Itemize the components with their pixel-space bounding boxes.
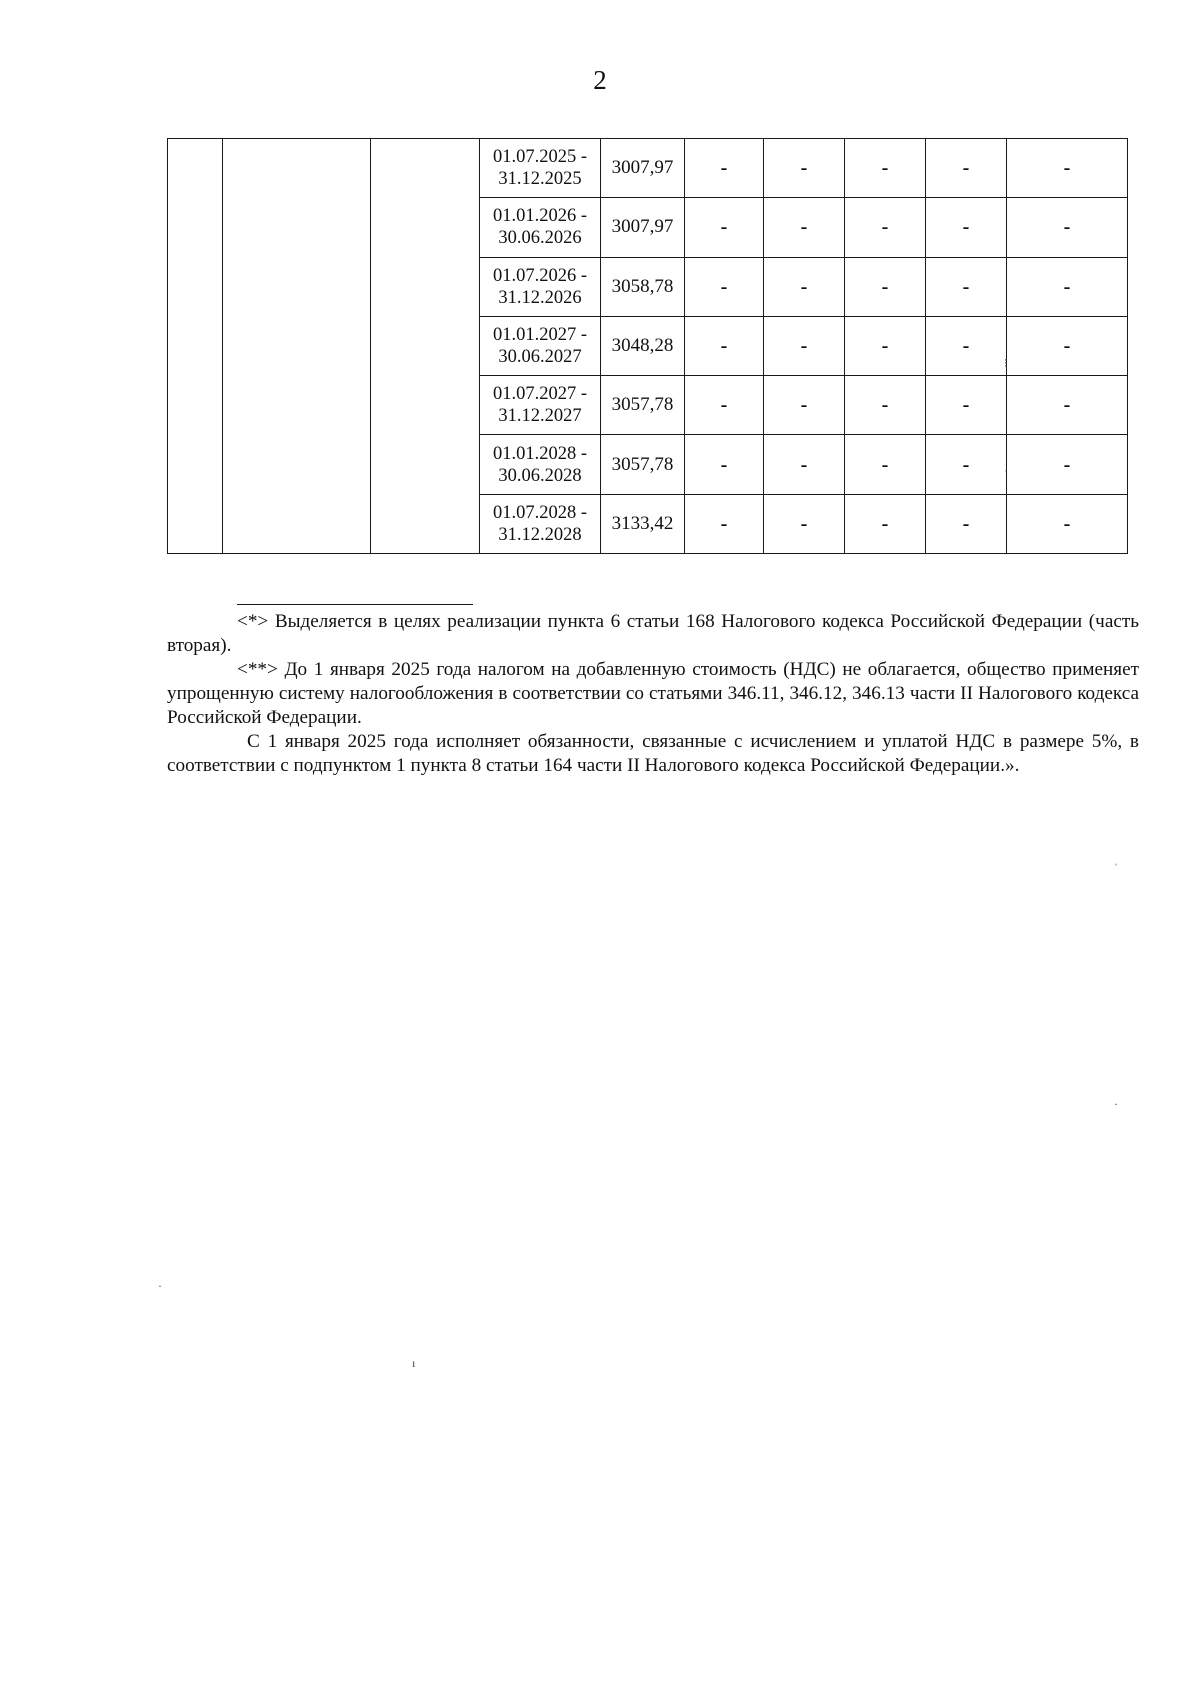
value-cell: 3057,78 bbox=[601, 376, 685, 435]
value-cell: 3007,97 bbox=[601, 198, 685, 257]
dash-cell: - bbox=[764, 198, 845, 257]
period-start: 01.07.2025 - bbox=[492, 147, 588, 168]
page-number: 2 bbox=[593, 65, 607, 95]
dash-cell: - bbox=[845, 257, 926, 316]
footnote-separator bbox=[237, 604, 473, 605]
empty-cell bbox=[168, 139, 223, 554]
table-row bbox=[168, 139, 1128, 198]
period-cell bbox=[480, 139, 601, 198]
period-start: 01.01.2028 - bbox=[492, 443, 588, 464]
dash-cell: - bbox=[685, 198, 764, 257]
dash-cell: - bbox=[1007, 139, 1128, 198]
dash-cell: - bbox=[685, 139, 764, 198]
footnote-asterisk: <*> Выделяется в целях реализации пункта 6 статьи 168 Налогового кодекса Российской Федерации (часть вторая). bbox=[167, 611, 1139, 656]
dash-cell: - bbox=[685, 435, 764, 494]
dash-cell: - bbox=[926, 257, 1007, 316]
scan-speck: · bbox=[158, 1279, 162, 1293]
dash-cell: - bbox=[764, 139, 845, 198]
dash-cell: - bbox=[845, 494, 926, 553]
dash-cell: - bbox=[1007, 316, 1128, 375]
period-end: 31.12.2027 bbox=[498, 406, 582, 427]
dash-cell: - bbox=[685, 494, 764, 553]
dash-cell: - bbox=[926, 316, 1007, 375]
period-start: 01.01.2026 - bbox=[492, 206, 588, 227]
dash-cell: - bbox=[685, 316, 764, 375]
dash-cell: - bbox=[764, 376, 845, 435]
dash-cell: - bbox=[926, 139, 1007, 198]
tariff-table-body bbox=[168, 139, 1128, 554]
dash-cell: - bbox=[685, 376, 764, 435]
period-end: 31.12.2028 bbox=[498, 524, 582, 545]
dash-cell: - bbox=[1007, 435, 1128, 494]
scan-speck: ˌ bbox=[1114, 852, 1118, 866]
value-cell: 3057,78 bbox=[601, 435, 685, 494]
scan-speck: · bbox=[1114, 1097, 1118, 1111]
dash-cell: - bbox=[764, 257, 845, 316]
tariff-table bbox=[167, 138, 1128, 554]
value-cell: 3048,28 bbox=[601, 316, 685, 375]
footnote-vat-obligation: С 1 января 2025 года исполняет обязанности, связанные с исчислением и уплатой НДС в размере 5%, в соответствии с подпунктом 1 пункта 8 статьи 164 части II Налогового кодекса Российской Федерации.». bbox=[167, 731, 1139, 776]
period-cell bbox=[480, 316, 601, 375]
period-end: 30.06.2028 bbox=[498, 465, 582, 486]
period-start: 01.07.2026 - bbox=[492, 265, 588, 286]
footnote-double-asterisk: <**> До 1 января 2025 года налогом на добавленную стоимость (НДС) не облагается, общество применяет упрощенную систему налогообложения в соответствии со статьями 346.11, 346.12, 346.13 части II Налогового кодекса Российской Федерации. bbox=[167, 659, 1139, 728]
period-cell bbox=[480, 435, 601, 494]
period-cell bbox=[480, 376, 601, 435]
period-end: 30.06.2027 bbox=[498, 346, 582, 367]
period-end: 31.12.2025 bbox=[498, 169, 582, 190]
value-cell: 3007,97 bbox=[601, 139, 685, 198]
period-end: 30.06.2026 bbox=[498, 228, 582, 249]
dash-cell: - bbox=[845, 316, 926, 375]
dash-cell: - bbox=[926, 198, 1007, 257]
scan-speck: ⁝ bbox=[1004, 356, 1008, 370]
dash-cell: - bbox=[926, 376, 1007, 435]
footnotes bbox=[167, 610, 1139, 778]
value-cell: 3133,42 bbox=[601, 494, 685, 553]
period-cell bbox=[480, 257, 601, 316]
period-cell bbox=[480, 198, 601, 257]
dash-cell: - bbox=[764, 494, 845, 553]
period-start: 01.07.2028 - bbox=[492, 502, 588, 523]
period-cell bbox=[480, 494, 601, 553]
empty-cell bbox=[371, 139, 480, 554]
dash-cell: - bbox=[845, 376, 926, 435]
dash-cell: - bbox=[1007, 257, 1128, 316]
empty-cell bbox=[223, 139, 371, 554]
dash-cell: - bbox=[845, 139, 926, 198]
dash-cell: - bbox=[845, 198, 926, 257]
dash-cell: - bbox=[1007, 494, 1128, 553]
dash-cell: - bbox=[764, 435, 845, 494]
dash-cell: - bbox=[926, 435, 1007, 494]
value-cell: 3058,78 bbox=[601, 257, 685, 316]
dash-cell: - bbox=[1007, 198, 1128, 257]
scan-speck: ı bbox=[412, 1356, 416, 1370]
scan-speck: ˙ bbox=[1004, 467, 1008, 481]
period-start: 01.07.2027 - bbox=[492, 384, 588, 405]
dash-cell: - bbox=[926, 494, 1007, 553]
period-end: 31.12.2026 bbox=[498, 287, 582, 308]
dash-cell: - bbox=[764, 316, 845, 375]
dash-cell: - bbox=[845, 435, 926, 494]
period-start: 01.01.2027 - bbox=[492, 324, 588, 345]
dash-cell: - bbox=[1007, 376, 1128, 435]
dash-cell: - bbox=[685, 257, 764, 316]
